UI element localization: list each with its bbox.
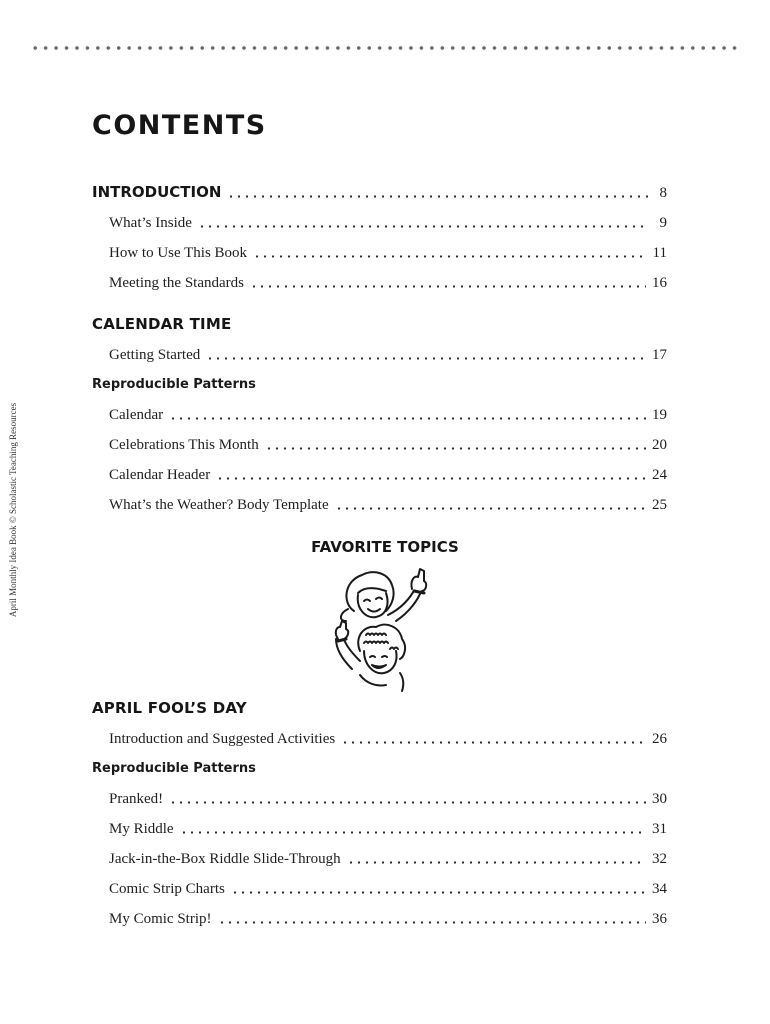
page-number: 25 [652,497,667,513]
dot-leader [347,861,646,864]
entry-label: How to Use This Book [109,245,248,261]
page-number: 11 [652,245,667,261]
dot-leader [216,477,646,480]
entry-label: What’s the Weather? Body Template [109,497,329,513]
dot-leader [227,195,649,198]
page-number: 20 [652,437,667,453]
subheading-reproducible-patterns: Reproducible Patterns [92,377,256,392]
toc-entry[interactable] [109,244,667,262]
sidebar-credit [6,380,20,640]
entry-label: My Riddle [109,821,174,837]
section-heading-introduction: INTRODUCTION [92,183,222,201]
entry-label: Pranked! [109,791,164,807]
toc-entry-introduction[interactable] [92,183,667,202]
page-number: 16 [652,275,667,291]
entry-label: Meeting the Standards [109,275,244,291]
page-number: 9 [659,215,667,231]
page-number: 26 [652,731,667,747]
entry-label: My Comic Strip! [109,911,212,927]
dot-leader [206,357,646,360]
dotted-border [30,44,740,52]
entry-label: Jack-in-the-Box Riddle Slide-Through [109,851,341,867]
two-children-cheering-illustration [330,565,442,695]
section-heading-april-fools: APRIL FOOL’S DAY [92,699,247,717]
dot-leader [250,285,646,288]
toc-entry[interactable] [109,436,667,454]
dot-leader [180,831,646,834]
entry-label: What’s Inside [109,215,192,231]
page-number: 24 [652,467,667,483]
dot-leader [231,891,646,894]
toc-entry[interactable] [109,910,667,928]
section-heading-favorite-topics: FAVORITE TOPICS [311,538,459,556]
dot-leader [265,447,646,450]
dot-leader [218,921,646,924]
sidebar-credit-text: April Monthly Idea Book © Scholastic Teaching Resources [8,402,18,618]
toc-entry[interactable] [109,790,667,808]
toc-entry[interactable] [109,880,667,898]
dot-leader [169,801,646,804]
toc-entry[interactable] [109,466,667,484]
toc-entry[interactable] [109,820,667,838]
subheading-reproducible-patterns: Reproducible Patterns [92,761,256,776]
page-number: 30 [652,791,667,807]
dot-leader [169,417,646,420]
entry-label: Getting Started [109,347,201,363]
dot-leader [198,225,649,228]
toc-entry[interactable] [109,346,667,364]
page-number: 8 [659,185,667,201]
toc-entry[interactable] [109,730,667,748]
section-heading-calendar-time: CALENDAR TIME [92,315,232,333]
page-number: 17 [652,347,667,363]
dot-leader [341,741,646,744]
entry-label: Calendar Header [109,467,211,483]
toc-entry[interactable] [109,406,667,424]
page-number: 34 [652,881,667,897]
entry-label: Celebrations This Month [109,437,259,453]
dot-leader [335,507,646,510]
toc-entry[interactable] [109,214,667,232]
page-number: 32 [652,851,667,867]
toc-entry[interactable] [109,850,667,868]
entry-label: Introduction and Suggested Activities [109,731,336,747]
entry-label: Comic Strip Charts [109,881,225,897]
page-number: 19 [652,407,667,423]
page-number: 31 [652,821,667,837]
page-number: 36 [652,911,667,927]
page-title: CONTENTS [92,110,267,141]
toc-entry[interactable] [109,496,667,514]
entry-label: Calendar [109,407,164,423]
toc-entry[interactable] [109,274,667,292]
dot-leader [253,255,646,258]
